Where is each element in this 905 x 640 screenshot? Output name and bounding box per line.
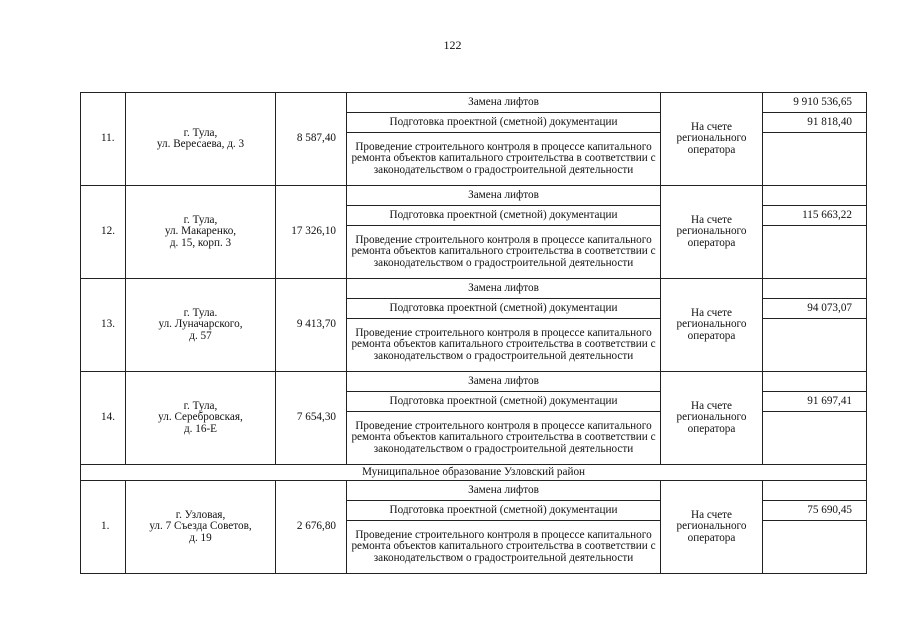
work-name-cell: Проведение строительного контроля в процессе капитального ремонта объектов капитального строительства в соответствии с законодательством о градостроительной деятельности [347, 319, 661, 372]
cost-cell: 91 697,41 [763, 392, 867, 412]
work-name-cell: Подготовка проектной (сметной) документации [347, 392, 661, 412]
address-line: ул. Серебровская, [158, 411, 243, 424]
funding-line: На счете [690, 120, 733, 133]
funding-line: регионального [676, 132, 747, 145]
funding-source-cell [661, 481, 763, 574]
funding-source-cell [661, 372, 763, 465]
cost-cell [763, 319, 867, 372]
cost-cell [763, 481, 867, 501]
work-name-cell: Подготовка проектной (сметной) документации [347, 299, 661, 319]
funding-line: оператора [687, 236, 736, 249]
address-cell [126, 372, 276, 465]
table-row [81, 372, 867, 392]
address-line: ул. Вересаева, д. 3 [156, 138, 245, 150]
funding-line: регионального [676, 318, 747, 331]
funding-line: На счете [690, 508, 733, 521]
work-name-cell: Подготовка проектной (сметной) документации [347, 113, 661, 133]
funding-line: оператора [687, 143, 736, 156]
cost-cell [763, 412, 867, 465]
area-cell: 8 587,40 [276, 93, 347, 186]
work-name-cell: Замена лифтов [347, 279, 661, 299]
cost-cell [763, 226, 867, 279]
area-cell: 2 676,80 [276, 481, 347, 574]
funding-line: На счете [690, 306, 733, 319]
table-row [81, 481, 867, 501]
address-line: г. Узловая, [175, 508, 226, 521]
work-name-cell: Замена лифтов [347, 93, 661, 113]
funding-line: оператора [687, 531, 736, 544]
address-cell [126, 481, 276, 574]
funding-line: регионального [676, 411, 747, 424]
funding-line: На счете [690, 399, 733, 412]
address-line: г. Тула. [183, 306, 218, 319]
row-number: 11. [81, 93, 126, 186]
cost-cell [763, 133, 867, 186]
funding-source-cell [661, 279, 763, 372]
work-name-cell: Проведение строительного контроля в процессе капитального ремонта объектов капитального строительства в соответствии с законодательством о градостроительной деятельности [347, 226, 661, 279]
address-line: ул. 7 Съезда Советов, [149, 520, 252, 533]
funding-line: оператора [687, 422, 736, 435]
row-number: 1. [81, 481, 126, 574]
address-line: д. 19 [189, 531, 212, 544]
area-cell: 7 654,30 [276, 372, 347, 465]
work-name-cell: Проведение строительного контроля в процессе капитального ремонта объектов капитального строительства в соответствии с законодательством о градостроительной деятельности [347, 521, 661, 574]
address-line: г. Тула, [183, 213, 218, 226]
funding-line: На счете [690, 213, 733, 226]
table-row [81, 93, 867, 113]
row-number: 13. [81, 279, 126, 372]
work-name-cell: Замена лифтов [347, 372, 661, 392]
work-name-cell: Подготовка проектной (сметной) документации [347, 206, 661, 226]
address-cell [126, 279, 276, 372]
address-line: ул. Луначарского, [158, 318, 243, 331]
cost-cell [763, 372, 867, 392]
address-line: г. Тула, [183, 126, 218, 139]
repair-works-table [80, 92, 867, 574]
address-line: д. 57 [189, 329, 212, 342]
row-number: 12. [81, 186, 126, 279]
table-row [81, 279, 867, 299]
row-number: 14. [81, 372, 126, 465]
cost-cell: 9 910 536,65 [763, 93, 867, 113]
funding-source-cell [661, 186, 763, 279]
address-line: д. 16-Е [183, 422, 218, 435]
address-cell [126, 186, 276, 279]
cost-cell: 115 663,22 [763, 206, 867, 226]
funding-line: регионального [676, 520, 747, 533]
funding-line: регионального [676, 225, 747, 238]
address-cell [126, 93, 276, 186]
funding-line: оператора [687, 329, 736, 342]
cost-cell [763, 186, 867, 206]
cost-cell: 91 818,40 [763, 113, 867, 133]
cost-cell: 75 690,45 [763, 501, 867, 521]
work-name-cell: Проведение строительного контроля в процессе капитального ремонта объектов капитального строительства в соответствии с законодательством о градостроительной деятельности [347, 412, 661, 465]
address-line: г. Тула, [183, 399, 218, 412]
area-cell: 17 326,10 [276, 186, 347, 279]
funding-source-cell [661, 93, 763, 186]
area-cell: 9 413,70 [276, 279, 347, 372]
address-line: ул. Макаренко, [164, 225, 237, 238]
section-title: Муниципальное образование Узловский район [81, 465, 867, 481]
page-number: 122 [443, 38, 462, 52]
cost-cell [763, 279, 867, 299]
table-row [81, 186, 867, 206]
work-name-cell: Проведение строительного контроля в процессе капитального ремонта объектов капитального строительства в соответствии с законодательством о градостроительной деятельности [347, 133, 661, 186]
work-name-cell: Подготовка проектной (сметной) документации [347, 501, 661, 521]
cost-cell: 94 073,07 [763, 299, 867, 319]
cost-cell [763, 521, 867, 574]
section-row [81, 465, 867, 481]
work-name-cell: Замена лифтов [347, 481, 661, 501]
work-name-cell: Замена лифтов [347, 186, 661, 206]
address-line: д. 15, корп. 3 [169, 236, 232, 249]
